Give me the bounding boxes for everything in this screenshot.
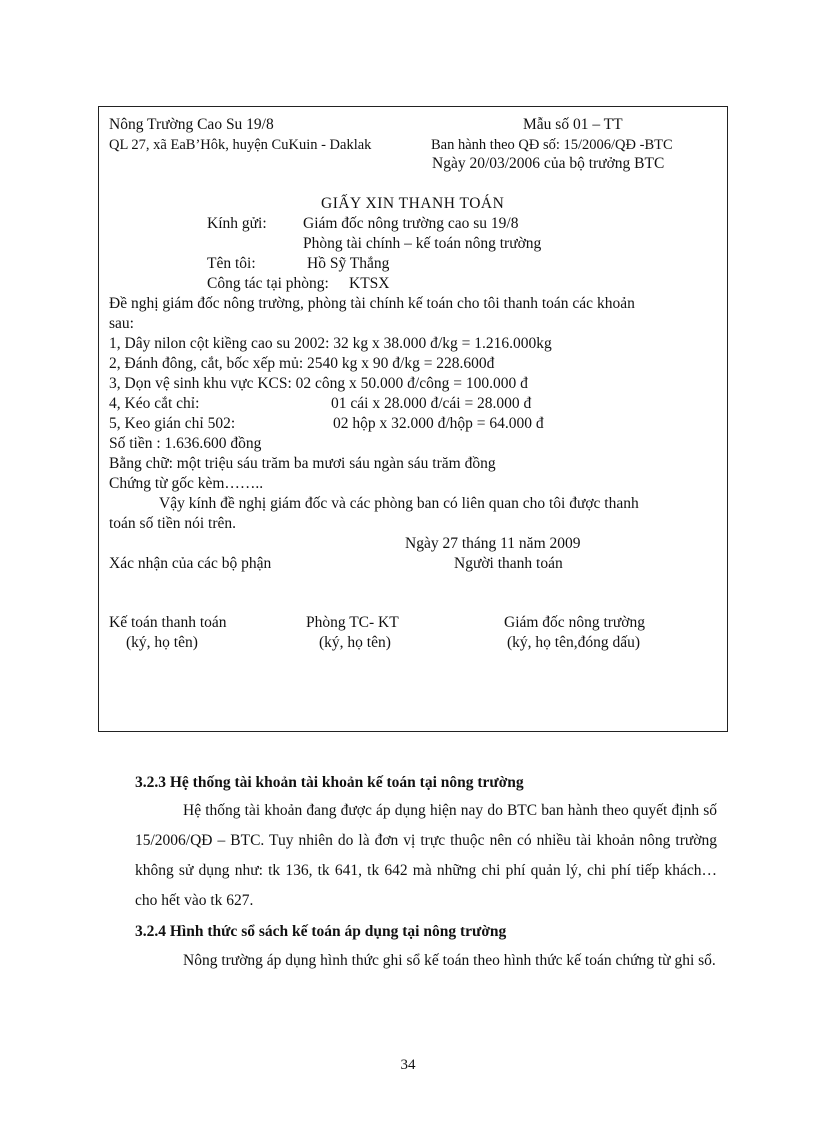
amount-line: Số tiền : 1.636.600 đồng bbox=[109, 435, 262, 452]
to-line-2: Phòng tài chính – kế toán nông trường bbox=[303, 235, 542, 252]
issued-by: Ban hành theo QĐ số: 15/2006/QĐ -BTC bbox=[431, 137, 673, 153]
closing-line-2: toán số tiền nói trên. bbox=[109, 515, 236, 532]
item-5-calc: 02 hộp x 32.000 đ/hộp = 64.000 đ bbox=[333, 415, 544, 432]
amount-in-words: Bằng chữ: một triệu sáu trăm ba mươi sáu ngàn sáu trăm đồng bbox=[109, 455, 496, 472]
item-4: 4, Kéo cắt chỉ: bbox=[109, 395, 200, 412]
name-value: Hồ Sỹ Thắng bbox=[307, 255, 390, 272]
date-line: Ngày 27 tháng 11 năm 2009 bbox=[405, 535, 581, 552]
request-line-1: Đề nghị giám đốc nông trường, phòng tài chính kế toán cho tôi thanh toán các khoản bbox=[109, 295, 635, 312]
to-line-1: Giám đốc nông trường cao su 19/8 bbox=[303, 215, 519, 232]
form-code: Mẫu số 01 – TT bbox=[523, 116, 623, 133]
request-line-2: sau: bbox=[109, 315, 134, 332]
item-1: 1, Dây nilon cột kiềng cao su 2002: 32 kg x 38.000 đ/kg = 1.216.000kg bbox=[109, 335, 552, 352]
confirm-label: Xác nhận của các bộ phận bbox=[109, 555, 272, 572]
org-address: QL 27, xã EaB’Hôk, huyện CuKuin - Daklak bbox=[109, 137, 372, 153]
section-paragraph-3-2-3: Hệ thống tài khoản đang được áp dụng hiện nay do BTC ban hành theo quyết định số 15/2006/QĐ – BTC. Tuy nhiên do là đơn vị trực thuộc nên có nhiều tài khoản nông trường không sử dụng như: tk 136, tk 641, tk 642 mà những chi phí quản lý, chi phí tiếp khách… cho hết vào tk 627. bbox=[135, 802, 717, 909]
closing-line-1: Vậy kính đề nghị giám đốc và các phòng ban có liên quan cho tôi được thanh bbox=[159, 495, 639, 512]
payer-label: Người thanh toán bbox=[454, 555, 563, 572]
page-number: 34 bbox=[400, 1057, 416, 1073]
item-3: 3, Dọn vệ sinh khu vực KCS: 02 công x 50.000 đ/công = 100.000 đ bbox=[109, 375, 528, 392]
signature-accountant: Kế toán thanh toán bbox=[109, 614, 227, 631]
attachments-line: Chứng từ gốc kèm…….. bbox=[109, 475, 264, 492]
signature-finance-dept: Phòng TC- KT bbox=[306, 614, 399, 631]
issued-date: Ngày 20/03/2006 của bộ trưởng BTC bbox=[432, 155, 665, 172]
org-name: Nông Trường Cao Su 19/8 bbox=[109, 116, 274, 133]
name-label: Tên tôi: bbox=[207, 255, 256, 272]
signature-director: Giám đốc nông trường bbox=[504, 614, 646, 631]
section-heading-3-2-4: 3.2.4 Hình thức sổ sách kế toán áp dụng tại nông trường bbox=[135, 923, 507, 940]
dept-label: Công tác tại phòng: bbox=[207, 275, 329, 292]
section-paragraph-3-2-4: Nông trường áp dụng hình thức ghi sổ kế toán theo hình thức kế toán chứng từ ghi sổ. bbox=[183, 952, 716, 969]
item-5: 5, Keo gián chỉ 502: bbox=[109, 415, 236, 432]
signature-director-note: (ký, họ tên,đóng dấu) bbox=[507, 634, 641, 651]
to-label: Kính gửi: bbox=[207, 215, 267, 232]
signature-accountant-note: (ký, họ tên) bbox=[126, 634, 198, 651]
section-heading-3-2-3: 3.2.3 Hệ thống tài khoản tài khoản kế toán tại nông trường bbox=[135, 774, 524, 791]
signature-finance-dept-note: (ký, họ tên) bbox=[319, 634, 391, 651]
item-2: 2, Đánh đông, cắt, bốc xếp mủ: 2540 kg x 90 đ/kg = 228.600đ bbox=[109, 355, 495, 372]
item-4-calc: 01 cái x 28.000 đ/cái = 28.000 đ bbox=[331, 395, 532, 412]
dept-value: KTSX bbox=[349, 275, 390, 292]
payment-request-form bbox=[98, 106, 728, 732]
form-title: GIẤY XIN THANH TOÁN bbox=[321, 195, 505, 212]
